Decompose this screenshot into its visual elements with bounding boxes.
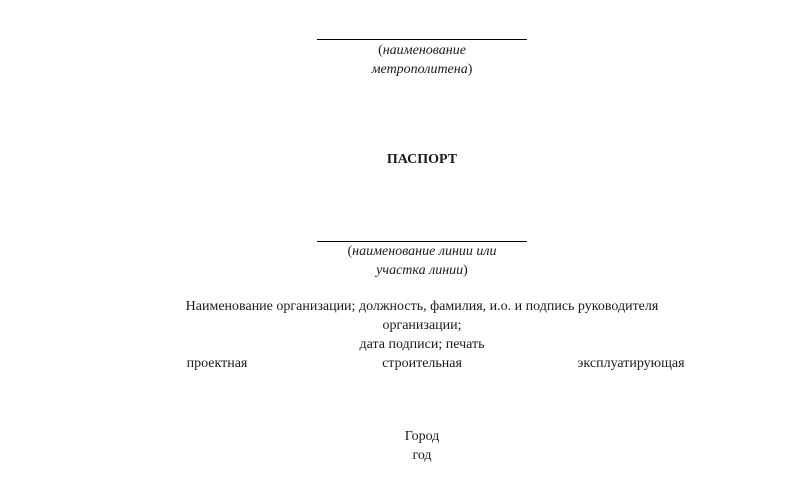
metro-caption-close: ) <box>467 62 473 77</box>
line-caption-line2: участка линии <box>376 263 464 278</box>
document-title: ПАСПОРТ <box>386 152 458 167</box>
line-caption-close: ) <box>463 263 468 278</box>
metro-name-caption <box>317 41 527 60</box>
organization-line2: организации; <box>382 318 462 333</box>
metro-caption-line2: метрополитена <box>371 62 468 77</box>
metro-caption-open: ( <box>378 43 383 58</box>
column-operating: эксплуатирующая <box>577 356 685 371</box>
footer-city: Город <box>404 429 440 444</box>
line-caption-line1: наименование линии или <box>352 244 497 259</box>
line-name-caption <box>292 242 552 261</box>
metro-name-caption-2 <box>317 60 527 79</box>
metro-name-line <box>317 39 527 40</box>
line-caption-open: ( <box>347 244 353 259</box>
column-design: проектная <box>186 356 248 371</box>
footer-year: год <box>412 448 432 463</box>
organization-line1: Наименование организации; должность, фамилия, и.о. и подпись руководителя <box>185 299 659 314</box>
metro-caption-line1: наименование <box>382 43 466 58</box>
organization-line3: дата подписи; печать <box>359 337 485 352</box>
line-name-caption-2 <box>292 261 552 280</box>
column-construction: строительная <box>382 356 462 371</box>
